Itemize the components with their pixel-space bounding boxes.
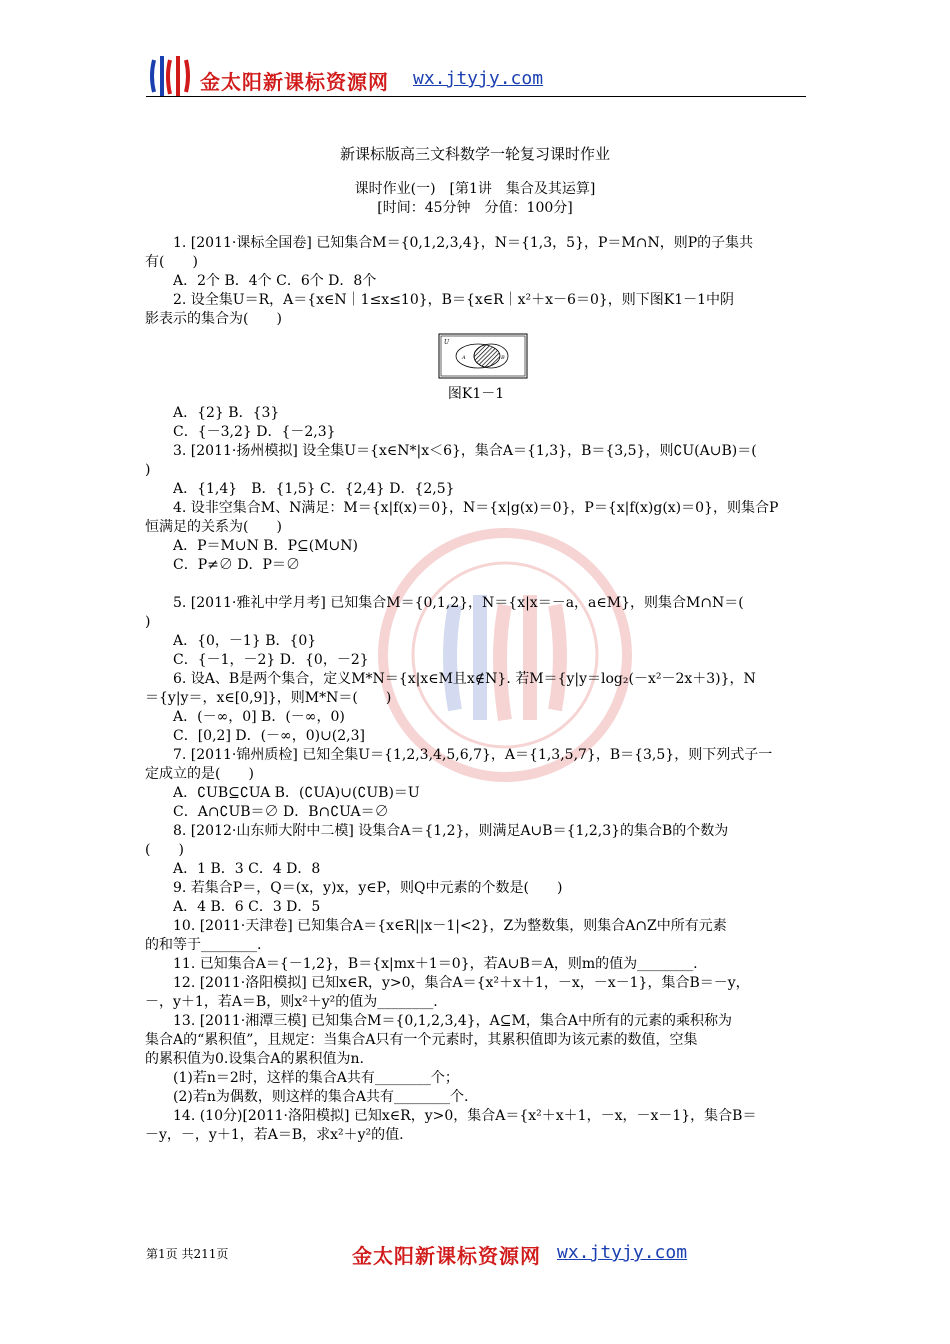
header-url-link[interactable]: wx.jtyjy.com (413, 68, 544, 89)
answer-options: C．[0,2] D．(－∞，0)∪(2,3] (173, 728, 365, 744)
question-stem: 6. 设A、B是两个集合，定义M*N＝{x|x∈M且x∉N}. 若M＝{y|y＝log₂(－x²－2x＋3)}，N (173, 671, 756, 687)
question-continuation: 恒满足的关系为( ) (145, 519, 282, 535)
answer-options: A．1 B．3 C．4 D．8 (173, 861, 321, 877)
question-stem: 13. [2011·湘潭三模] 已知集合M＝{0,1,2,3,4}，A⊆M，集合A中所有的元素的乘积称为 (173, 1013, 732, 1029)
question-continuation: 的累积值为0.设集合A的累积值为n. (145, 1051, 364, 1067)
question-stem: 8. [2012·山东师大附中二模] 设集合A＝{1,2}，则满足A∪B＝{1,2,3}的集合B的个数为 (173, 823, 729, 839)
answer-options: A．(－∞，0] B．(－∞，0) (173, 709, 345, 725)
answer-options: A．∁UB⊆∁UA B．(∁UA)∪(∁UB)＝U (173, 785, 420, 801)
question-stem: 4. 设非空集合M、N满足：M＝{x|f(x)＝0}，N＝{x|g(x)＝0}，P＝{x|f(x)g(x)＝0}，则集合P (173, 500, 779, 516)
question-stem: 10. [2011·天津卷] 已知集合A＝{x∈R||x－1|<2}，Z为整数集，则集合A∩Z中所有元素 (173, 918, 727, 934)
answer-options: A．4 B．6 C．3 D．5 (173, 899, 321, 915)
figure-caption: 图K1－1 (447, 386, 505, 402)
venn-label-b: B (501, 355, 505, 361)
question-continuation: －，y＋1，若A＝B，则x²＋y²的值为________. (145, 994, 438, 1010)
question-continuation: 集合A的“累积值”，且规定：当集合A只有一个元素时，其累积值即为该元素的数值，空集 (145, 1032, 698, 1048)
question-stem: 12. [2011·洛阳模拟] 已知x∈R，y>0，集合A＝{x²＋x＋1，－x，－x－1}，集合B＝－y， (173, 975, 750, 991)
question-continuation: 影表示的集合为( ) (145, 311, 282, 327)
question-continuation: －y，－，y＋1，若A＝B，求x²＋y²的值. (145, 1127, 404, 1143)
question-continuation: 定成立的是( ) (145, 766, 254, 782)
question-list (145, 234, 807, 1145)
question-continuation: ( ) (145, 842, 184, 858)
question-stem: 1. [2011·课标全国卷] 已知集合M＝{0,1,2,3,4}，N＝{1,3，5}，P＝M∩N，则P的子集共 (173, 235, 754, 251)
answer-options: C．{－1，－2} D．{0，－2} (173, 652, 369, 668)
venn-label-a: A (462, 355, 466, 361)
question-stem: 3. [2011·扬州模拟] 设全集U＝{x∈N*|x＜6}，集合A＝{1,3}，B＝{3,5}，则∁U(A∪B)＝( (173, 443, 757, 459)
page-number: 第1页 共211页 (146, 1247, 229, 1261)
venn-label-u: U (444, 339, 450, 346)
question-continuation: 的和等于________. (145, 937, 262, 953)
question-stem: 9. 若集合P＝，Q＝(x，y)x，y∈P，则Q中元素的个数是( ) (173, 880, 563, 896)
header-brand: 金太阳新课标资源网 (200, 70, 389, 94)
answer-options: C．{－3,2} D．{－2,3} (173, 424, 336, 440)
venn-diagram (438, 333, 528, 379)
answer-options: A．{1,4} B．{1,5} C．{2,4} D．{2,5} (173, 481, 455, 497)
question-continuation: ) (145, 462, 151, 478)
answer-options: (1)若n＝2时，这样的集合A共有________个； (173, 1070, 459, 1086)
answer-options: A．P＝M∪N B．P⊆(M∪N) (173, 538, 358, 554)
question-stem: 14. (10分)[2011·洛阳模拟] 已知x∈R，y>0，集合A＝{x²＋x＋1，－x，－x－1}，集合B＝ (173, 1108, 757, 1124)
question-stem: 2. 设全集U＝R，A＝{x∈N｜1≤x≤10}，B＝{x∈R｜x²＋x－6＝0}，则下图K1－1中阴 (173, 292, 735, 308)
answer-options: A．2个 B．4个 C．6个 D．8个 (173, 273, 377, 289)
header-divider (146, 96, 806, 97)
spacer (145, 575, 807, 594)
question-continuation: ＝{y|y＝，x∈[0,9]}，则M*N＝( ) (145, 690, 392, 706)
question-stem: 5. [2011·雅礼中学月考] 已知集合M＝{0,1,2}，N＝{x|x＝－a，a∈M}，则集合M∩N＝( (173, 595, 744, 611)
answer-options: A．{0，－1} B．{0} (173, 633, 317, 649)
answer-options: A．{2} B．{3} (173, 405, 280, 421)
brand-logo-icon (146, 50, 198, 102)
question-continuation: ) (145, 614, 151, 630)
answer-options: (2)若n为偶数，则这样的集合A共有________个. (173, 1089, 469, 1105)
lesson-subtitle: 课时作业(一) [第1讲 集合及其运算] (354, 181, 596, 197)
question-stem: 11. 已知集合A＝{－1,2}，B＝{x|mx＋1＝0}，若A∪B＝A，则m的值为________. (173, 956, 698, 972)
document-title: 新课标版高三文科数学一轮复习课时作业 (339, 145, 610, 163)
answer-options: C．A∩∁UB＝∅ D．B∩∁UA＝∅ (173, 804, 389, 820)
question-continuation: 有( ) (145, 254, 198, 270)
footer-brand: 金太阳新课标资源网 (352, 1244, 541, 1268)
answer-options: C．P≠∅ D．P＝∅ (173, 557, 300, 573)
footer-url-link[interactable]: wx.jtyjy.com (557, 1242, 688, 1263)
time-score-meta: [时间：45分钟 分值：100分] (377, 200, 573, 216)
question-stem: 7. [2011·锦州质检] 已知全集U＝{1,2,3,4,5,6,7}，A＝{1,3,5,7}，B＝{3,5}，则下列式子一 (173, 747, 773, 763)
